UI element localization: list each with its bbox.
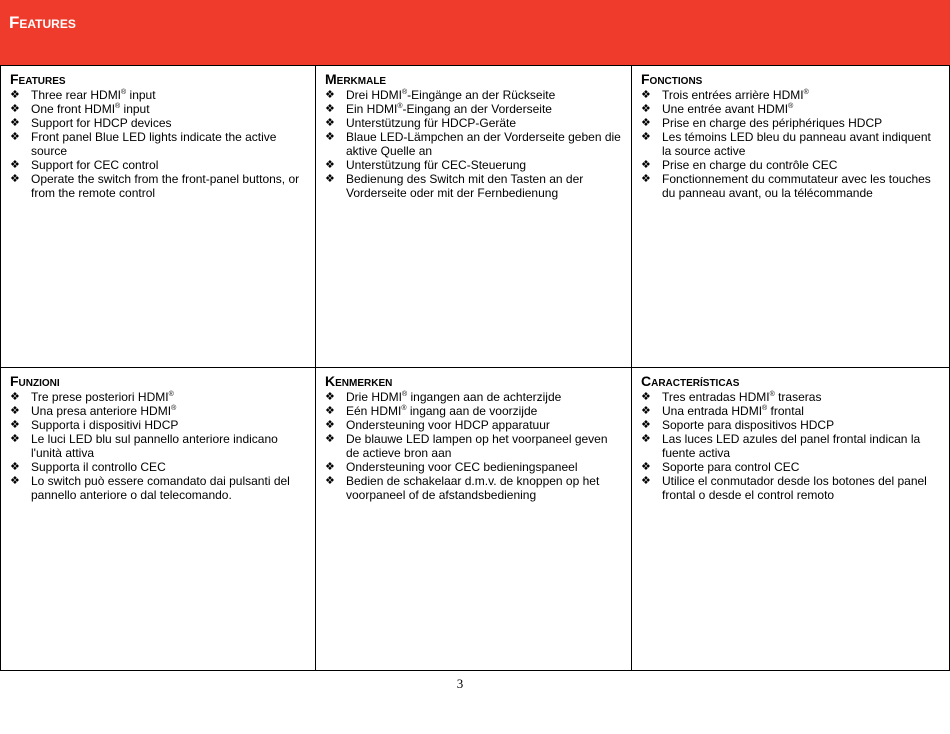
diamond-bullet-icon: ❖ (10, 103, 20, 115)
diamond-bullet-icon: ❖ (10, 391, 20, 403)
feature-list (9, 390, 307, 502)
section-title: Funzioni (10, 373, 60, 389)
diamond-bullet-icon: ❖ (641, 405, 651, 417)
section-title: Fonctions (641, 71, 703, 87)
diamond-bullet-icon: ❖ (10, 159, 20, 171)
feature-item-text: Le luci LED blu sul pannello anteriore indicano l'unità attiva (31, 432, 278, 460)
feature-item (9, 432, 307, 460)
feature-item-text: Utilice el conmutador desde los botones del panel frontal o desde el control remoto (662, 474, 927, 502)
header-banner (0, 0, 950, 66)
diamond-bullet-icon: ❖ (325, 433, 335, 445)
diamond-bullet-icon: ❖ (641, 461, 651, 473)
feature-item-text: Les témoins LED bleu du panneau avant indiquent la source active (662, 130, 931, 158)
feature-item-text: Operate the switch from the front-panel buttons, or from the remote control (31, 172, 300, 200)
feature-item-text: Tre prese posteriori HDMI® (31, 390, 174, 404)
page-number: 3 (456, 676, 464, 691)
diamond-bullet-icon: ❖ (325, 173, 335, 185)
feature-item-text: Ondersteuning voor CEC bedieningspaneel (346, 460, 578, 474)
feature-item (324, 390, 623, 404)
feature-item-text: De blauwe LED lampen op het voorpaneel geven de actieve bron aan (346, 432, 608, 460)
feature-item-text: Unterstützung für CEC-Steuerung (346, 158, 527, 172)
feature-item (9, 158, 307, 172)
diamond-bullet-icon: ❖ (641, 117, 651, 129)
feature-item (9, 172, 307, 200)
feature-list (324, 390, 623, 502)
features-table (0, 66, 950, 671)
feature-item-text: Support for CEC control (31, 158, 159, 172)
diamond-bullet-icon: ❖ (10, 117, 20, 129)
feature-item (9, 102, 307, 116)
diamond-bullet-icon: ❖ (10, 405, 20, 417)
section-funzioni-it (0, 368, 316, 671)
feature-list (640, 88, 941, 200)
diamond-bullet-icon: ❖ (325, 131, 335, 143)
feature-item-text: Bedien de schakelaar d.m.v. de knoppen op het voorpaneel of de afstandsbediening (346, 474, 600, 502)
feature-item (640, 116, 941, 130)
diamond-bullet-icon: ❖ (10, 433, 20, 445)
feature-item (324, 88, 623, 102)
feature-item (640, 102, 941, 116)
diamond-bullet-icon: ❖ (641, 131, 651, 143)
feature-item-text: Fonctionnement du commutateur avec les touches du panneau avant, ou la télécommande (662, 172, 931, 200)
feature-item-text: One front HDMI® input (31, 102, 150, 116)
feature-item-text: Una entrada HDMI® frontal (662, 404, 804, 418)
section-merkmale-de (316, 66, 632, 368)
section-title: Features (10, 71, 66, 87)
feature-item-text: Soporte para control CEC (662, 460, 800, 474)
feature-item (324, 404, 623, 418)
feature-item (640, 460, 941, 474)
feature-item (640, 158, 941, 172)
feature-item-text: Unterstützung für HDCP-Geräte (346, 116, 517, 130)
feature-item (9, 460, 307, 474)
diamond-bullet-icon: ❖ (641, 433, 651, 445)
diamond-bullet-icon: ❖ (10, 173, 20, 185)
feature-item (324, 418, 623, 432)
feature-item-text: Trois entrées arrière HDMI® (662, 88, 809, 102)
feature-item-text: Blaue LED-Lämpchen an der Vorderseite geben die aktive Quelle an (346, 130, 621, 158)
diamond-bullet-icon: ❖ (325, 419, 335, 431)
section-title: Merkmale (325, 71, 387, 87)
feature-item-text: Tres entradas HDMI® traseras (662, 390, 822, 404)
diamond-bullet-icon: ❖ (325, 159, 335, 171)
feature-list (9, 88, 307, 200)
diamond-bullet-icon: ❖ (325, 461, 335, 473)
feature-item (9, 390, 307, 404)
diamond-bullet-icon: ❖ (641, 173, 651, 185)
diamond-bullet-icon: ❖ (325, 89, 335, 101)
feature-item (640, 88, 941, 102)
feature-item-text: Three rear HDMI® input (31, 88, 156, 102)
feature-item (9, 418, 307, 432)
feature-item (640, 404, 941, 418)
feature-item (9, 130, 307, 158)
feature-item-text: Support for HDCP devices (31, 116, 172, 130)
feature-item-text: Front panel Blue LED lights indicate the active source (31, 130, 277, 158)
feature-item (324, 432, 623, 460)
feature-item (324, 116, 623, 130)
feature-item (9, 116, 307, 130)
feature-item-text: Supporta il controllo CEC (31, 460, 166, 474)
feature-item-text: Ondersteuning voor HDCP apparatuur (346, 418, 550, 432)
diamond-bullet-icon: ❖ (10, 475, 20, 487)
feature-item-text: Une entrée avant HDMI® (662, 102, 794, 116)
section-title: Características (641, 373, 740, 389)
feature-item-text: Prise en charge des périphériques HDCP (662, 116, 883, 130)
diamond-bullet-icon: ❖ (10, 131, 20, 143)
page-title: Features (9, 13, 76, 32)
diamond-bullet-icon: ❖ (10, 461, 20, 473)
section-fonctions-fr (632, 66, 950, 368)
feature-item (324, 130, 623, 158)
section-kenmerken-nl (316, 368, 632, 671)
feature-item-text: Lo switch può essere comandato dai pulsanti del pannello anteriore o dal telecomando. (31, 474, 290, 502)
feature-item-text: Una presa anteriore HDMI® (31, 404, 177, 418)
feature-item (640, 432, 941, 460)
diamond-bullet-icon: ❖ (641, 419, 651, 431)
feature-item (9, 88, 307, 102)
feature-item-text: Drie HDMI® ingangen aan de achterzijde (346, 390, 562, 404)
feature-item (324, 102, 623, 116)
feature-item-text: Supporta i dispositivi HDCP (31, 418, 179, 432)
feature-item-text: Eén HDMI® ingang aan de voorzijde (346, 404, 538, 418)
feature-list (640, 390, 941, 502)
feature-item-text: Drei HDMI®-Eingänge an der Rückseite (346, 88, 556, 102)
feature-item-text: Bedienung des Switch mit den Tasten an der Vorderseite oder mit der Fernbedienung (346, 172, 584, 200)
section-title: Kenmerken (325, 373, 393, 389)
feature-item (640, 130, 941, 158)
diamond-bullet-icon: ❖ (325, 391, 335, 403)
feature-item (9, 404, 307, 418)
diamond-bullet-icon: ❖ (325, 405, 335, 417)
feature-list (324, 88, 623, 200)
diamond-bullet-icon: ❖ (641, 159, 651, 171)
section-features-en (0, 66, 316, 368)
diamond-bullet-icon: ❖ (325, 103, 335, 115)
diamond-bullet-icon: ❖ (325, 475, 335, 487)
feature-item-text: Prise en charge du contrôle CEC (662, 158, 838, 172)
feature-item (640, 172, 941, 200)
diamond-bullet-icon: ❖ (641, 89, 651, 101)
diamond-bullet-icon: ❖ (10, 89, 20, 101)
feature-item (640, 418, 941, 432)
feature-item (9, 474, 307, 502)
feature-item-text: Ein HDMI®-Eingang an der Vorderseite (346, 102, 552, 116)
feature-item (324, 460, 623, 474)
feature-item-text: Soporte para dispositivos HDCP (662, 418, 835, 432)
diamond-bullet-icon: ❖ (641, 391, 651, 403)
feature-item-text: Las luces LED azules del panel frontal indican la fuente activa (662, 432, 921, 460)
feature-item (324, 474, 623, 502)
diamond-bullet-icon: ❖ (325, 117, 335, 129)
feature-item (324, 172, 623, 200)
diamond-bullet-icon: ❖ (641, 475, 651, 487)
diamond-bullet-icon: ❖ (10, 419, 20, 431)
diamond-bullet-icon: ❖ (641, 103, 651, 115)
feature-item (640, 390, 941, 404)
feature-item (640, 474, 941, 502)
feature-item (324, 158, 623, 172)
section-caracteristicas-es (632, 368, 950, 671)
